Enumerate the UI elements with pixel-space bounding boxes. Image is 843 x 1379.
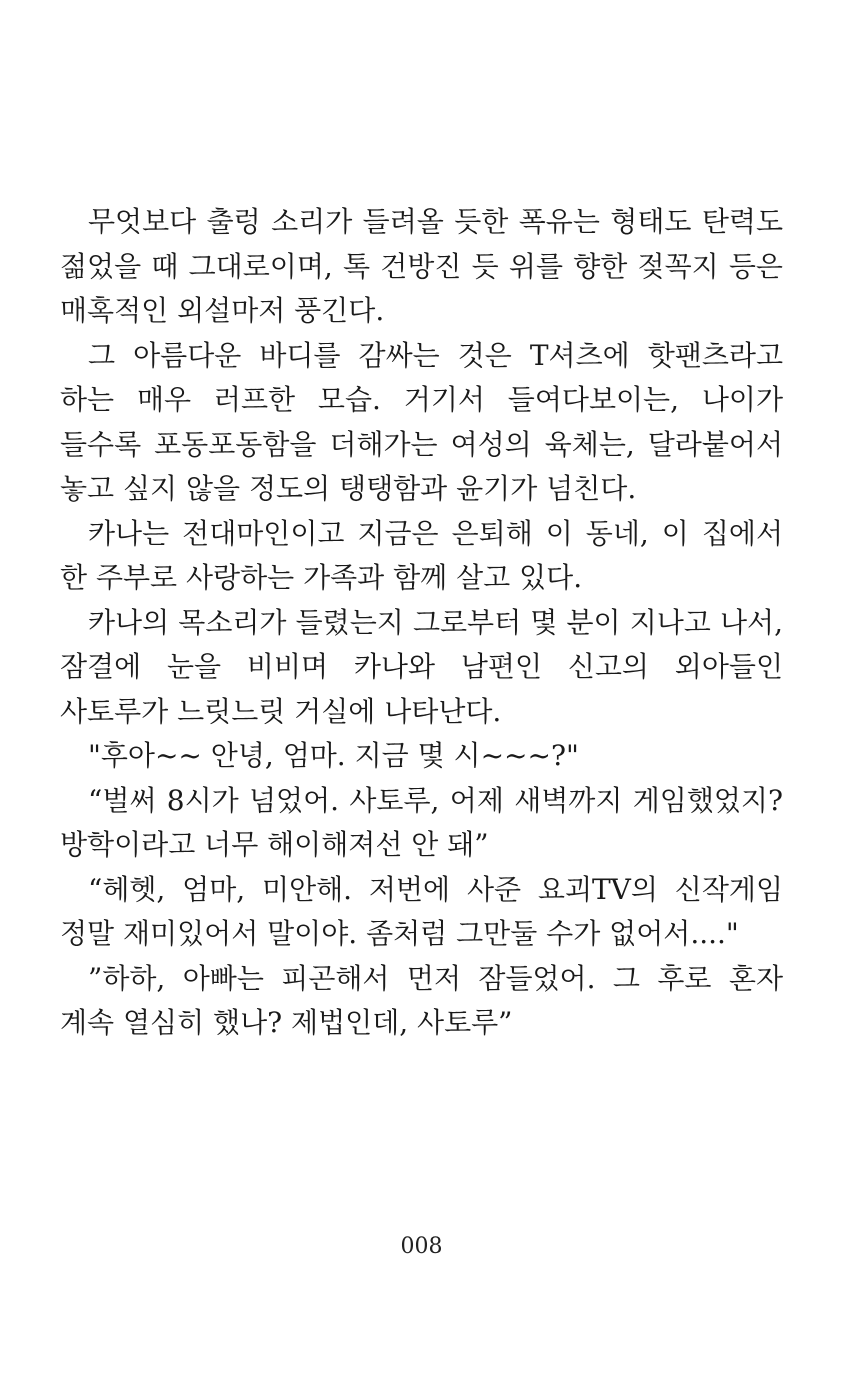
page-number: 008 [400,1234,443,1259]
paragraph: 무엇보다 출렁 소리가 들려올 듯한 폭유는 형태도 탄력도 젊었을 때 그대로이며, 톡 건방진 듯 위를 향한 젖꼭지 등은 매혹적인 외설마저 풍긴다. [60,205,783,327]
dialogue-line: ”하하, 아빠는 피곤해서 먼저 잠들었어. 그 후로 혼자 계속 열심히 했나? 제법인데, 사토루” [60,961,783,1039]
body-text [60,200,783,1046]
dialogue-line: "후아~~ 안녕, 엄마. 지금 몇 시~~~?" [88,739,579,772]
dialogue-line: “헤헷, 엄마, 미안해. 저번에 사준 요괴TV의 신작게임 정말 재미있어서 말이야. 좀처럼 그만둘 수가 없어서...." [60,872,783,950]
paragraph: 카나는 전대마인이고 지금은 은퇴해 이 동네, 이 집에서 한 주부로 사랑하는 가족과 함께 살고 있다. [60,516,783,594]
paragraph: 그 아름다운 바디를 감싸는 것은 T셔츠에 핫팬츠라고 하는 매우 러프한 모습. 거기서 들여다보이는, 나이가 들수록 포동포동함을 더해가는 여성의 육체는, 달라붙어서 놓고 싶지 않을 정도의 탱탱함과 윤기가 넘친다. [60,338,783,505]
dialogue-line: “벌써 8시가 넘었어. 사토루, 어제 새벽까지 게임했었지? 방학이라고 너무 해이해져선 안 돼” [60,783,783,861]
paragraph: 카나의 목소리가 들렸는지 그로부터 몇 분이 지나고 나서, 잠결에 눈을 비비며 카나와 남편인 신고의 외아들인 사토루가 느릿느릿 거실에 나타난다. [60,605,783,728]
